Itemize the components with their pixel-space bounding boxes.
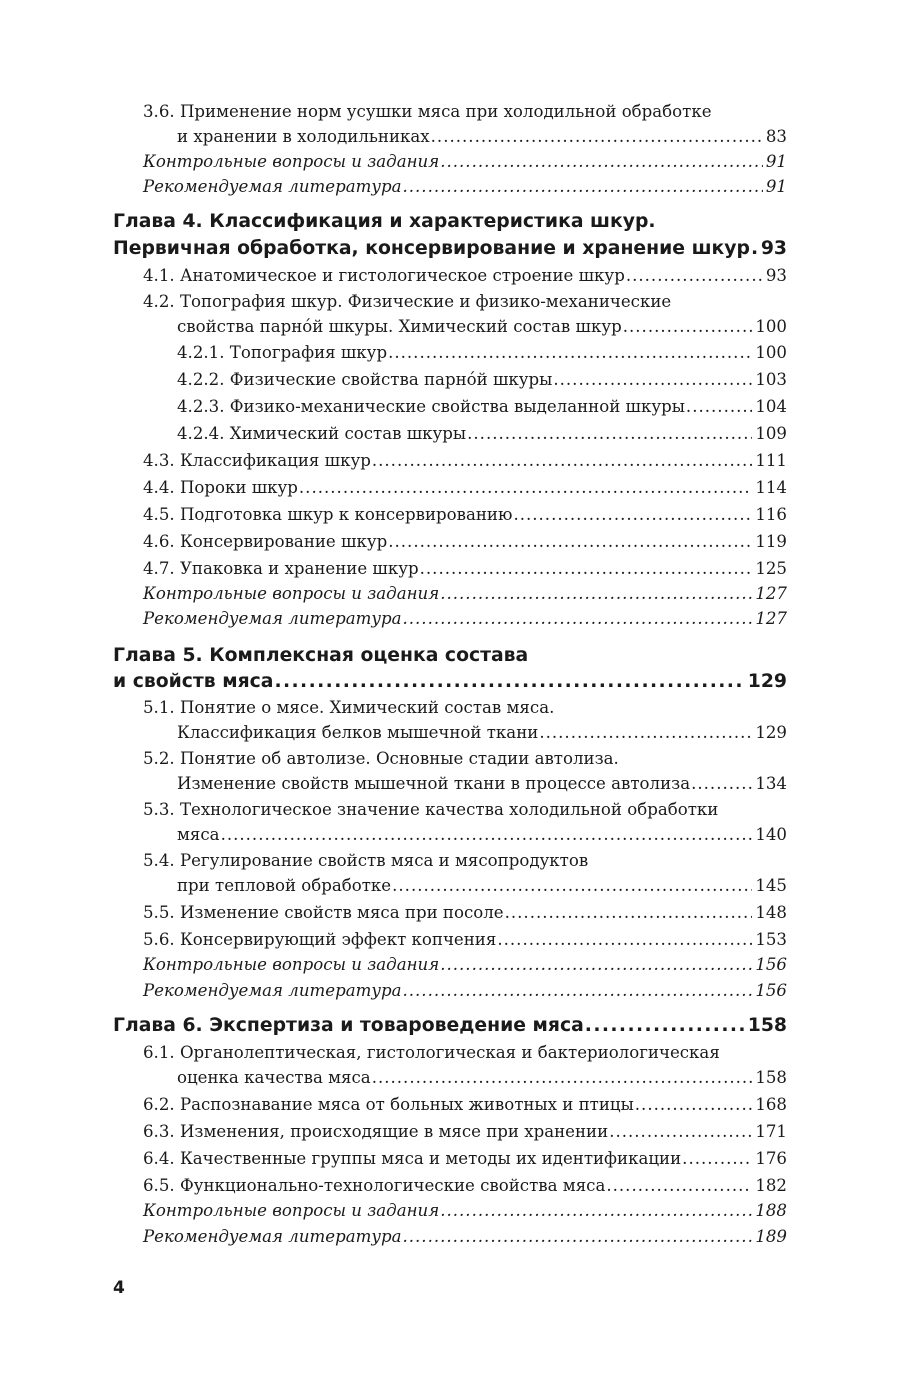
toc-entry [143, 101, 712, 123]
toc-entry-title: 5.1. Понятие о мясе. Химический состав мяса. [143, 698, 555, 717]
toc-entry[interactable] [143, 902, 787, 924]
dot-leader [539, 722, 752, 744]
toc-page-number: 93 [765, 266, 787, 285]
toc-entry[interactable] [143, 176, 787, 198]
dot-leader [440, 583, 752, 605]
dot-leader [606, 1175, 752, 1197]
dot-leader [392, 875, 752, 897]
dot-leader [513, 504, 752, 526]
toc-entry-title: 5.6. Консервирующий эффект копчения [143, 930, 497, 949]
toc-entry-title: 5.2. Понятие об автолизе. Основные стадии автолиза. [143, 749, 619, 768]
chapter-title: Первичная обработка, консервирование и хранение шкур [113, 238, 750, 259]
toc-page-number: 129 [747, 671, 787, 692]
toc-entry[interactable] [143, 265, 787, 287]
toc-page-number: 93 [760, 238, 787, 259]
toc-entry-title: 5.3. Технологическое значение качества холодильной обработки [143, 800, 719, 819]
toc-entry-title: 4.2.2. Физические свойства парнóй шкуры [177, 370, 553, 389]
toc-page-number: 153 [755, 930, 787, 949]
toc-entry-title: Классификация белков мышечной ткани [177, 723, 539, 742]
toc-entry[interactable] [177, 1067, 787, 1089]
toc-entry-title: 4.7. Упаковка и хранение шкур [143, 559, 419, 578]
toc-entry[interactable] [143, 504, 787, 526]
toc-entry[interactable] [177, 773, 787, 795]
toc-entry[interactable] [143, 477, 787, 499]
dot-leader [682, 1148, 752, 1170]
toc-page-number: 168 [755, 1095, 787, 1114]
dot-leader [691, 773, 752, 795]
toc-entry[interactable] [143, 1226, 787, 1248]
dot-leader [467, 423, 752, 445]
toc-page-number: 129 [755, 723, 787, 742]
toc-entry-title: 4.2.4. Химический состав шкуры [177, 424, 467, 443]
toc-entry-title: 3.6. Применение норм усушки мяса при холодильной обработке [143, 102, 712, 121]
toc-entry[interactable] [143, 1094, 787, 1116]
dot-leader [635, 1094, 753, 1116]
toc-page-number: 104 [755, 397, 787, 416]
toc-page-number: 91 [765, 152, 787, 171]
dot-leader [497, 929, 752, 951]
toc-entry-title: Контрольные вопросы и задания [143, 1201, 440, 1220]
dot-leader [274, 671, 744, 693]
toc-entry-title: Рекомендуемая литература [143, 609, 402, 628]
toc-page-number: 116 [755, 505, 787, 524]
dot-leader [686, 396, 752, 418]
dot-leader [388, 342, 752, 364]
toc-page-number: 182 [755, 1176, 787, 1195]
toc-entry-title: 5.4. Регулирование свойств мяса и мясопродуктов [143, 851, 589, 870]
chapter-heading [113, 211, 656, 233]
toc-entry-title: свойства парнóй шкуры. Химический состав шкур [177, 317, 622, 336]
toc-page-number: 158 [747, 1015, 787, 1036]
toc-page-number: 114 [755, 478, 787, 497]
toc-entry [143, 850, 588, 872]
dot-leader [221, 824, 753, 846]
toc-entry-title: 5.5. Изменение свойств мяса при посоле [143, 903, 504, 922]
toc-entry[interactable] [143, 583, 787, 605]
toc-entry-title: 4.2. Топография шкур. Физические и физико-механические [143, 292, 672, 311]
toc-entry[interactable] [143, 1175, 787, 1197]
chapter-title: Глава 4. Классификация и характеристика шкур. [113, 211, 656, 232]
toc-entry[interactable] [143, 1200, 787, 1222]
toc-entry-title: 4.4. Пороки шкур [143, 478, 298, 497]
chapter-title: Глава 5. Комплексная оценка состава [113, 645, 529, 666]
toc-entry-title: оценка качества мяса [177, 1068, 371, 1087]
toc-entry [143, 697, 554, 719]
toc-entry-title: при тепловой обработке [177, 876, 392, 895]
dot-leader [440, 954, 752, 976]
dot-leader [388, 531, 752, 553]
toc-entry[interactable] [177, 722, 787, 744]
dot-leader [372, 1067, 753, 1089]
dot-leader [402, 980, 752, 1002]
chapter-heading[interactable] [113, 238, 787, 260]
dot-leader [553, 369, 752, 391]
dot-leader [626, 265, 763, 287]
toc-entry-title: 4.2.3. Физико-механические свойства выделанной шкуры [177, 397, 685, 416]
toc-entry[interactable] [177, 875, 787, 897]
toc-entry-title: Контрольные вопросы и задания [143, 955, 440, 974]
toc-entry[interactable] [143, 558, 787, 580]
toc-entry-title: 6.3. Изменения, происходящие в мясе при хранении [143, 1122, 609, 1141]
toc-entry[interactable] [177, 342, 787, 364]
toc-page-number: 156 [755, 955, 787, 974]
dot-leader [431, 126, 763, 148]
toc-page-number: 134 [755, 774, 787, 793]
page-number: 4 [113, 1278, 125, 1298]
toc-entry-title: 4.2.1. Топография шкур [177, 343, 388, 362]
dot-leader [609, 1121, 752, 1143]
chapter-heading [113, 645, 528, 667]
toc-entry-title: 4.6. Консервирование шкур [143, 532, 388, 551]
toc-page-number: 83 [765, 127, 787, 146]
toc-entry-title: 6.1. Органолептическая, гистологическая и бактериологическая [143, 1043, 720, 1062]
dot-leader [402, 608, 752, 630]
toc-page-number: 125 [755, 559, 787, 578]
toc-entry[interactable] [177, 316, 787, 338]
toc-page-number: 148 [755, 903, 787, 922]
toc-entry [143, 1042, 720, 1064]
toc-page-number: 100 [755, 343, 787, 362]
toc-entry[interactable] [143, 1148, 787, 1170]
toc-entry-title: 6.2. Распознавание мяса от больных животных и птицы [143, 1095, 634, 1114]
toc-page-number: 189 [755, 1227, 787, 1246]
dot-leader [299, 477, 752, 499]
toc-page-number: 188 [755, 1201, 787, 1220]
chapter-heading[interactable] [113, 1015, 787, 1037]
toc-entry[interactable] [143, 1121, 787, 1143]
dot-leader [440, 1200, 752, 1222]
toc-entry[interactable] [143, 151, 787, 173]
chapter-heading[interactable] [113, 671, 787, 693]
toc-entry[interactable] [143, 954, 787, 976]
toc-entry [143, 748, 619, 770]
toc-entry[interactable] [143, 929, 787, 951]
toc-entry-title: Рекомендуемая литература [143, 1227, 402, 1246]
chapter-title: Глава 6. Экспертиза и товароведение мяса [113, 1015, 584, 1036]
toc-page-number: 91 [765, 177, 787, 196]
toc-page-number: 127 [755, 584, 787, 603]
toc-entry[interactable] [143, 980, 787, 1002]
dot-leader [420, 558, 753, 580]
toc-entry-title: Контрольные вопросы и задания [143, 152, 440, 171]
toc-page-number: 111 [755, 451, 787, 470]
dot-leader [372, 450, 752, 472]
toc-page-number: 176 [755, 1149, 787, 1168]
toc-page-number: 119 [755, 532, 787, 551]
toc-page-number: 100 [755, 317, 787, 336]
dot-leader [440, 151, 763, 173]
toc-page-number: 140 [755, 825, 787, 844]
toc-entry-title: Контрольные вопросы и задания [143, 584, 440, 603]
toc-page-number: 158 [755, 1068, 787, 1087]
dot-leader [751, 238, 758, 260]
chapter-title: и свойств мяса [113, 671, 274, 692]
toc-entry[interactable] [177, 126, 787, 148]
toc-entry[interactable] [143, 450, 787, 472]
toc-entry-title: 4.1. Анатомическое и гистологическое строение шкур [143, 266, 625, 285]
dot-leader [623, 316, 753, 338]
toc-entry-title: 6.5. Функционально-технологические свойства мяса [143, 1176, 606, 1195]
toc-entry-title: 4.3. Классификация шкур [143, 451, 371, 470]
toc-entry-title: и хранении в холодильниках [177, 127, 430, 146]
toc-entry-title: 4.5. Подготовка шкур к консервированию [143, 505, 513, 524]
toc-page-number: 156 [755, 981, 787, 1000]
toc-entry [143, 799, 718, 821]
toc-entry[interactable] [143, 608, 787, 630]
toc-entry-title: Рекомендуемая литература [143, 177, 402, 196]
toc-page-number: 109 [755, 424, 787, 443]
toc-entry-title: мяса [177, 825, 220, 844]
toc-entry[interactable] [177, 369, 787, 391]
toc-entry[interactable] [143, 531, 787, 553]
toc-entry-title: Изменение свойств мышечной ткани в процессе автолиза [177, 774, 691, 793]
toc-entry-title: Рекомендуемая литература [143, 981, 402, 1000]
dot-leader [402, 176, 762, 198]
dot-leader [402, 1226, 752, 1248]
dot-leader [505, 902, 753, 924]
toc-page-number: 103 [755, 370, 787, 389]
dot-leader [585, 1015, 745, 1037]
toc-entry-title: 6.4. Качественные группы мяса и методы их идентификации [143, 1149, 682, 1168]
toc-entry[interactable] [177, 396, 787, 418]
toc-entry[interactable] [177, 423, 787, 445]
toc-page-number: 127 [755, 609, 787, 628]
toc-entry [143, 291, 671, 313]
toc-page-number: 145 [755, 876, 787, 895]
toc-page-number: 171 [755, 1122, 787, 1141]
toc-entry[interactable] [177, 824, 787, 846]
